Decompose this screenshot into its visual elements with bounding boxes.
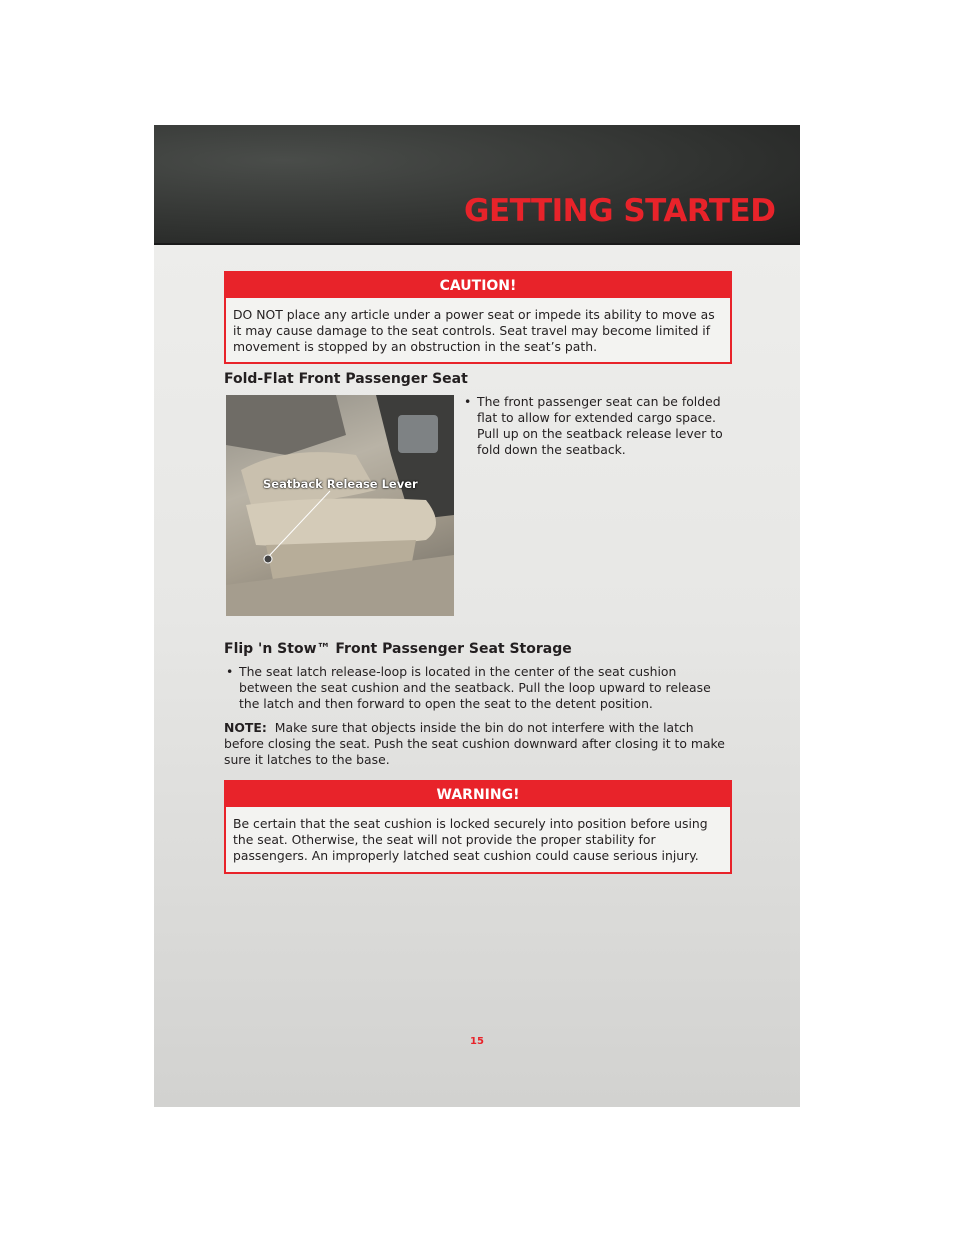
note-text: Make sure that objects inside the bin do not interfere with the latch before closing the seat. Push the seat cushion downward after closing it to make sure it latches to the base. <box>224 720 725 767</box>
caution-heading: CAUTION! <box>226 273 730 298</box>
flip-stow-bullets <box>224 664 731 712</box>
flip-stow-bullet: • The seat latch release-loop is located in the center of the seat cushion between the seat cushion and the seatback. Pull the loop upward to release the latch and then forward to open the seat to the detent position. <box>225 664 731 712</box>
console-controls <box>398 415 438 453</box>
caution-box <box>224 271 732 364</box>
seat-cushion <box>246 498 436 546</box>
warning-box <box>224 780 732 874</box>
page-number: 15 <box>470 1036 484 1047</box>
note-label: NOTE: <box>224 720 267 735</box>
warning-heading: WARNING! <box>226 782 730 807</box>
fold-flat-bullets <box>463 394 727 458</box>
caution-text: DO NOT place any article under a power seat or impede its ability to move as it may cause damage to the seat controls. Seat travel may become limited if movement is stopped by an obstruction in the seat’s path. <box>233 307 715 354</box>
page-title: GETTING STARTED <box>464 193 776 229</box>
fold-flat-title: Fold-Flat Front Passenger Seat <box>224 371 468 387</box>
manual-page <box>154 125 800 1107</box>
flip-stow-title: Flip 'n Stow™ Front Passenger Seat Storage <box>224 641 572 657</box>
fold-flat-bullet: • The front passenger seat can be folded flat to allow for extended cargo space. Pull up on the seatback release lever to fold down the seatback. <box>463 394 727 458</box>
warning-text: Be certain that the seat cushion is locked securely into position before using the seat. Otherwise, the seat will not provide the proper stability for passengers. An improperly latched seat cushion could cause serious injury. <box>233 816 708 863</box>
release-lever-marker <box>264 555 272 563</box>
seat-illustration <box>226 395 454 616</box>
seat-photo <box>226 395 454 616</box>
note-paragraph <box>224 720 730 768</box>
seatback-release-lever-label: Seatback Release Lever <box>263 477 418 491</box>
page-header <box>154 125 800 245</box>
interior-window-area <box>226 395 346 455</box>
